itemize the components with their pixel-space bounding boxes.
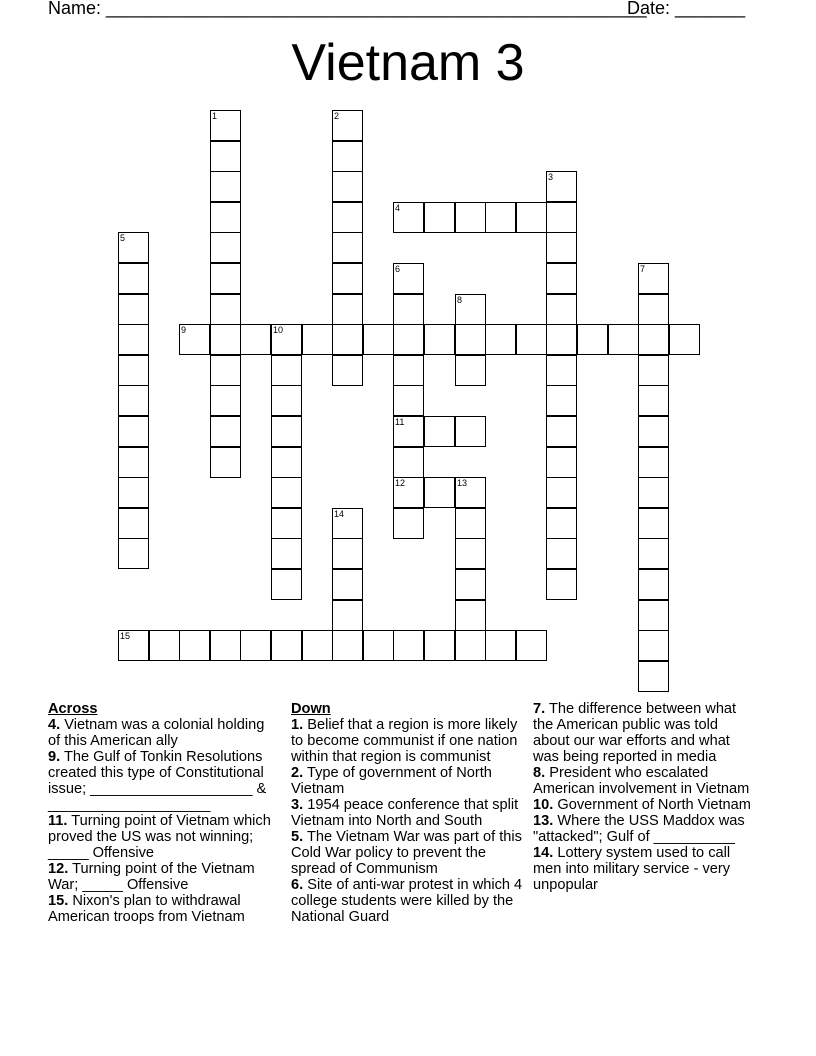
down-clue <box>291 717 527 765</box>
clue-text: Lottery system used to call men into military service - very unpopular <box>533 845 731 893</box>
grid-cell[interactable] <box>608 324 639 355</box>
grid-cell[interactable] <box>424 477 455 508</box>
grid-cell[interactable] <box>363 324 394 355</box>
grid-cell[interactable] <box>638 294 669 325</box>
clue-number: 10 <box>273 325 284 335</box>
grid-cell[interactable] <box>455 355 486 386</box>
clue-number: 5 <box>120 233 126 243</box>
down-clue <box>291 829 527 877</box>
across-clue <box>48 861 273 893</box>
clue-number: 8. <box>533 765 546 781</box>
grid-cell[interactable] <box>210 263 241 294</box>
clue-number: 2. <box>291 765 304 781</box>
grid-cell[interactable] <box>546 232 577 263</box>
down-clue <box>533 813 753 845</box>
grid-cell[interactable] <box>118 324 149 355</box>
across-heading: Across <box>48 701 98 717</box>
grid-cell[interactable] <box>363 630 394 661</box>
down-clue <box>533 765 753 797</box>
down-clue <box>291 765 527 797</box>
grid-cell[interactable] <box>638 477 669 508</box>
clue-number: 4. <box>48 717 61 733</box>
grid-cell[interactable] <box>546 294 577 325</box>
grid-cell[interactable] <box>455 477 486 508</box>
clue-text: President who escalated American involvement in Vietnam <box>533 765 750 797</box>
down-clue <box>533 797 753 813</box>
grid-cell[interactable] <box>210 355 241 386</box>
grid-cell[interactable] <box>424 416 455 447</box>
grid-cell[interactable] <box>332 600 363 631</box>
grid-cell[interactable] <box>393 416 424 447</box>
grid-cell[interactable] <box>118 385 149 416</box>
grid-cell[interactable] <box>546 569 577 600</box>
across-clue <box>48 749 273 813</box>
grid-cell[interactable] <box>546 477 577 508</box>
grid-cell[interactable] <box>393 477 424 508</box>
grid-cell[interactable] <box>210 385 241 416</box>
grid-cell[interactable] <box>393 447 424 478</box>
across-clue <box>48 893 273 925</box>
grid-cell[interactable] <box>332 538 363 569</box>
across-clue <box>48 813 273 861</box>
grid-cell[interactable] <box>118 538 149 569</box>
down-clues-continued <box>533 701 753 893</box>
grid-cell[interactable] <box>271 447 302 478</box>
grid-cell[interactable] <box>546 508 577 539</box>
down-clues <box>291 701 527 957</box>
grid-cell[interactable] <box>638 385 669 416</box>
grid-cell[interactable] <box>638 508 669 539</box>
grid-cell[interactable] <box>271 416 302 447</box>
grid-cell[interactable] <box>424 630 455 661</box>
grid-cell[interactable] <box>455 569 486 600</box>
grid-cell[interactable] <box>210 416 241 447</box>
grid-cell[interactable] <box>332 294 363 325</box>
clue-number: 3 <box>548 172 554 182</box>
clue-text: Turning point of Vietnam which proved the US was not winning; _____ Offensive <box>48 813 271 861</box>
down-clue <box>533 845 753 893</box>
grid-cell[interactable] <box>210 141 241 172</box>
clue-number: 2 <box>334 111 340 121</box>
grid-cell[interactable] <box>669 324 700 355</box>
grid-cell[interactable] <box>210 630 241 661</box>
grid-cell[interactable] <box>485 630 516 661</box>
grid-cell[interactable] <box>118 416 149 447</box>
grid-cell[interactable] <box>638 630 669 661</box>
clue-text: Nixon's plan to withdrawal American troops from Vietnam <box>48 893 245 925</box>
down-heading: Down <box>291 701 331 717</box>
grid-cell[interactable] <box>424 202 455 233</box>
clue-number: 14 <box>334 509 345 519</box>
grid-cell[interactable] <box>424 324 455 355</box>
puzzle-title: Vietnam 3 <box>291 34 525 92</box>
grid-cell[interactable] <box>546 355 577 386</box>
grid-cell[interactable] <box>516 202 547 233</box>
grid-cell[interactable] <box>118 355 149 386</box>
grid-cell[interactable] <box>332 508 363 539</box>
grid-cell[interactable] <box>118 263 149 294</box>
grid-cell[interactable] <box>210 324 241 355</box>
clue-text: Turning point of the Vietnam War; _____ Offensive <box>48 861 255 893</box>
grid-cell[interactable] <box>393 508 424 539</box>
grid-cell[interactable] <box>332 569 363 600</box>
down-clue <box>533 701 753 765</box>
clue-number: 6. <box>291 877 304 893</box>
grid-cell[interactable] <box>210 110 241 141</box>
grid-cell[interactable] <box>455 202 486 233</box>
grid-cell[interactable] <box>271 477 302 508</box>
clue-number: 11 <box>395 417 405 427</box>
grid-cell[interactable] <box>179 630 210 661</box>
grid-cell[interactable] <box>485 202 516 233</box>
grid-cell[interactable] <box>393 202 424 233</box>
grid-cell[interactable] <box>577 324 608 355</box>
grid-cell[interactable] <box>516 630 547 661</box>
grid-cell[interactable] <box>546 447 577 478</box>
clue-number: 9 <box>181 325 187 335</box>
clue-text: Vietnam was a colonial holding of this American ally <box>48 717 265 749</box>
clue-number: 12 <box>395 478 406 488</box>
grid-cell[interactable] <box>455 508 486 539</box>
grid-cell[interactable] <box>271 355 302 386</box>
clue-number: 1. <box>291 717 304 733</box>
grid-cell[interactable] <box>546 171 577 202</box>
grid-cell[interactable] <box>271 324 302 355</box>
clue-number: 8 <box>457 295 463 305</box>
grid-cell[interactable] <box>638 538 669 569</box>
grid-cell[interactable] <box>271 569 302 600</box>
clue-number: 3. <box>291 797 304 813</box>
grid-cell[interactable] <box>271 538 302 569</box>
grid-cell[interactable] <box>240 630 271 661</box>
grid-cell[interactable] <box>546 538 577 569</box>
grid-cell[interactable] <box>638 416 669 447</box>
grid-cell[interactable] <box>332 232 363 263</box>
grid-cell[interactable] <box>455 416 486 447</box>
down-clue <box>291 877 527 925</box>
clue-text: Belief that a region is more likely to become communist if one nation within that region is communist <box>291 717 518 765</box>
grid-cell[interactable] <box>210 171 241 202</box>
grid-cell[interactable] <box>638 324 669 355</box>
grid-cell[interactable] <box>210 202 241 233</box>
grid-cell[interactable] <box>118 630 149 661</box>
clue-number: 14. <box>533 845 554 861</box>
grid-cell[interactable] <box>393 263 424 294</box>
grid-cell[interactable] <box>638 600 669 631</box>
grid-cell[interactable] <box>638 569 669 600</box>
grid-cell[interactable] <box>210 447 241 478</box>
grid-cell[interactable] <box>332 141 363 172</box>
grid-cell[interactable] <box>455 630 486 661</box>
grid-cell[interactable] <box>485 324 516 355</box>
clue-number: 12. <box>48 861 69 877</box>
grid-cell[interactable] <box>118 294 149 325</box>
grid-cell[interactable] <box>638 263 669 294</box>
grid-cell[interactable] <box>638 661 669 692</box>
grid-cell[interactable] <box>179 324 210 355</box>
grid-cell[interactable] <box>393 294 424 325</box>
grid-cell[interactable] <box>546 202 577 233</box>
clue-number: 15. <box>48 893 69 909</box>
grid-cell[interactable] <box>302 324 333 355</box>
grid-cell[interactable] <box>638 355 669 386</box>
clue-text: Type of government of North Vietnam <box>291 765 492 797</box>
grid-cell[interactable] <box>393 324 424 355</box>
clue-text: The Vietnam War was part of this Cold War policy to prevent the spread of Communism <box>291 829 522 877</box>
grid-cell[interactable] <box>332 171 363 202</box>
clue-number: 10. <box>533 797 554 813</box>
clue-number: 11. <box>48 813 68 829</box>
grid-cell[interactable] <box>302 630 333 661</box>
grid-cell[interactable] <box>455 324 486 355</box>
grid-cell[interactable] <box>240 324 271 355</box>
grid-cell[interactable] <box>546 324 577 355</box>
grid-cell[interactable] <box>210 294 241 325</box>
grid-cell[interactable] <box>118 508 149 539</box>
across-clues <box>48 701 273 925</box>
clue-number: 7. <box>533 701 546 717</box>
clue-text: The difference between what the American public was told about our war efforts and what was being reported in media <box>533 701 737 765</box>
name-field[interactable]: Name: ______________________________________________________ <box>48 0 647 18</box>
grid-cell[interactable] <box>118 447 149 478</box>
across-clue <box>48 717 273 749</box>
grid-cell[interactable] <box>455 294 486 325</box>
clue-number: 1 <box>212 111 218 121</box>
grid-cell[interactable] <box>149 630 180 661</box>
grid-cell[interactable] <box>546 385 577 416</box>
clue-number: 13. <box>533 813 554 829</box>
grid-cell[interactable] <box>271 630 302 661</box>
clue-text: Where the USS Maddox was "attacked"; Gulf of __________ <box>533 813 745 845</box>
grid-cell[interactable] <box>393 355 424 386</box>
grid-cell[interactable] <box>332 263 363 294</box>
grid-cell[interactable] <box>455 600 486 631</box>
grid-cell[interactable] <box>118 232 149 263</box>
grid-cell[interactable] <box>393 385 424 416</box>
clue-text: Site of anti-war protest in which 4 college students were killed by the National Guard <box>291 877 523 925</box>
down-clue <box>291 797 527 829</box>
grid-cell[interactable] <box>393 630 424 661</box>
grid-cell[interactable] <box>546 416 577 447</box>
grid-cell[interactable] <box>118 477 149 508</box>
grid-cell[interactable] <box>638 447 669 478</box>
grid-cell[interactable] <box>332 110 363 141</box>
clue-text: Government of North Vietnam <box>553 797 751 813</box>
grid-cell[interactable] <box>332 355 363 386</box>
grid-cell[interactable] <box>332 324 363 355</box>
clue-number: 9. <box>48 749 61 765</box>
grid-cell[interactable] <box>332 202 363 233</box>
grid-cell[interactable] <box>271 385 302 416</box>
clue-number: 4 <box>395 203 401 213</box>
clue-text: The Gulf of Tonkin Resolutions created this type of Constitutional issue; ____________________ & ____________________ <box>48 749 267 813</box>
clue-text: 1954 peace conference that split Vietnam into North and South <box>291 797 519 829</box>
grid-cell[interactable] <box>455 538 486 569</box>
clue-number: 15 <box>120 631 131 641</box>
grid-cell[interactable] <box>546 263 577 294</box>
grid-cell[interactable] <box>210 232 241 263</box>
clue-number: 5. <box>291 829 304 845</box>
grid-cell[interactable] <box>271 508 302 539</box>
clue-number: 7 <box>640 264 646 274</box>
clue-number: 6 <box>395 264 401 274</box>
clue-number: 13 <box>457 478 468 488</box>
grid-cell[interactable] <box>516 324 547 355</box>
date-field[interactable]: Date: _______ <box>627 0 746 18</box>
grid-cell[interactable] <box>332 630 363 661</box>
